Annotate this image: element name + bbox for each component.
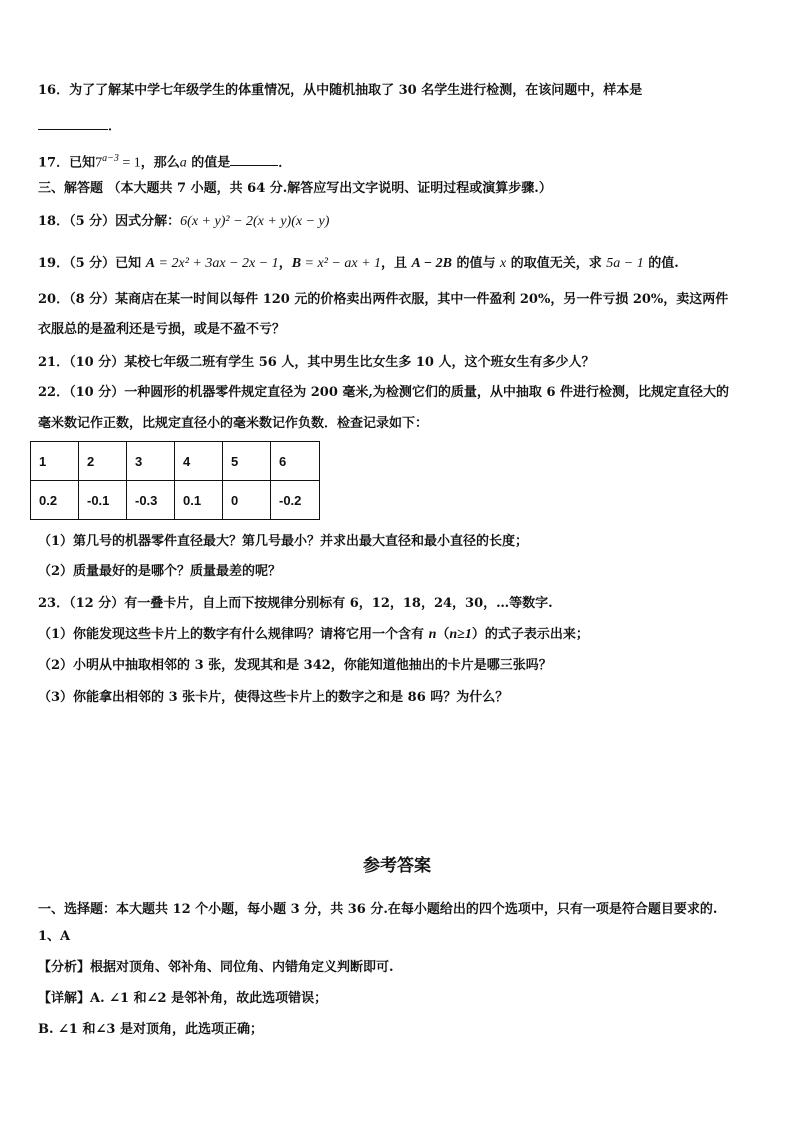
math-target: 5a − 1	[606, 256, 644, 271]
math-exponent: a−3	[102, 153, 119, 164]
separator: ，	[278, 256, 292, 271]
question-19-mid2: 的值与	[451, 256, 500, 271]
question-23-sub-2: （2）小明从中抽取相邻的 3 张，发现其和是 342，你能知道他抽出的卡片是哪三张吗？	[38, 658, 552, 673]
table-cell: 2	[79, 442, 127, 481]
table-row	[31, 442, 320, 481]
question-22-line-2: 毫米数记作正数，比规定直径小的毫米数记作负数．检查记录如下：	[38, 416, 429, 431]
math-A: A	[145, 256, 156, 271]
table-cell: 5	[223, 442, 271, 481]
inspection-table	[30, 441, 320, 520]
answers-section-1: 一、选择题：本大题共 12 个小题，每小题 3 分，共 36 分.在每小题给出的四个选项中，只有一项是符合题目要求的.	[38, 902, 718, 917]
question-22-line-1: 22．（10 分）一种圆形的机器零件规定直径为 200 毫米,为检测它们的质量，从中抽取 6 件进行检测，比规定直径大的	[38, 385, 730, 400]
math-var-a: a	[179, 155, 187, 171]
math-B: B	[291, 256, 302, 271]
question-20-line-1: 20．（8 分）某商店在某一时间以每件 120 元的价格卖出两件衣服，其中一件盈利 20%，另一件亏损 20%，卖这两件	[38, 292, 729, 307]
math-expression: 6(x + y)² − 2(x + y)(x − y)	[180, 214, 330, 229]
question-20-line-2: 衣服总的是盈利还是亏损，或是不盈不亏？	[38, 322, 286, 337]
answer-blank	[38, 116, 108, 130]
question-19-mid: ，且	[381, 256, 412, 271]
question-17	[38, 150, 291, 172]
question-16-text: 16．为了了解某中学七年级学生的体重情况，从中随机抽取了 30 名学生进行检测，在该问题中，样本是	[38, 83, 643, 98]
math-eq-A: = 2x² + 3ax − 2x − 1	[155, 256, 279, 271]
table-cell: -0.1	[79, 481, 127, 520]
question-17-end: ．	[278, 155, 292, 171]
math-eq-B: = x² − ax + 1	[301, 256, 382, 271]
table-cell: 6	[271, 442, 320, 481]
math-equals: = 1	[118, 155, 141, 171]
answer-1: 1、A	[38, 929, 71, 944]
question-18-text: 18．（5 分）因式分解：	[38, 214, 181, 229]
math-x: x	[500, 256, 507, 271]
table-cell: 0	[223, 481, 271, 520]
table-cell: 3	[127, 442, 175, 481]
question-23-sub-1-prefix: （1）你能发现这些卡片上的数字有什么规律吗？请将它用一个含有	[38, 627, 429, 642]
question-19	[38, 255, 679, 273]
question-22-sub-2: （2）质量最好的是哪个？质量最差的呢？	[38, 564, 282, 579]
paren-open: （	[436, 627, 450, 642]
math-a-minus-2b: A − 2B	[411, 256, 452, 271]
question-17-suffix: 的值是	[186, 155, 231, 171]
table-row	[31, 481, 320, 520]
question-17-prefix: 17．已知	[38, 155, 96, 171]
section-3-heading: 三、解答题 （本大题共 7 小题，共 64 分.解答应写出文字说明、证明过程或演算步骤.）	[38, 181, 552, 196]
table-cell: 4	[175, 442, 223, 481]
question-19-end: 的值.	[643, 256, 679, 271]
answer-1-analysis: 【分析】根据对顶角、邻补角、同位角、内错角定义判断即可.	[38, 960, 394, 975]
question-21: 21．（10 分）某校七年级二班有学生 56 人，其中男生比女生多 10 人，这个班女生有多少人？	[38, 355, 595, 370]
question-23-line-1: 23．（12 分）有一叠卡片，自上而下按规律分别标有 6，12，18，24，30，…等数字.	[38, 596, 553, 611]
question-23-sub-1	[38, 626, 589, 644]
math-n: n	[428, 627, 437, 642]
table-cell: -0.2	[271, 481, 320, 520]
table-cell: 0.1	[175, 481, 223, 520]
question-23-sub-3: （3）你能拿出相邻的 3 张卡片，使得这些卡片上的数字之和是 86 吗？为什么？	[38, 690, 509, 705]
table-cell: -0.3	[127, 481, 175, 520]
answer-1-option-b: B. ∠1 和∠3 是对顶角，此选项正确；	[38, 1022, 263, 1037]
question-19-mid3: 的取值无关，求	[506, 256, 607, 271]
question-18	[38, 213, 329, 231]
answer-blank	[230, 152, 278, 166]
answers-title: 参考答案	[363, 856, 431, 876]
question-16-end: ．	[108, 119, 122, 134]
answer-1-detail: 【详解】A. ∠1 和∠2 是邻补角，故此选项错误；	[38, 991, 328, 1006]
question-19-prefix: 19．（5 分）已知	[38, 256, 146, 271]
math-condition: n≥1	[449, 627, 472, 642]
math-base: 7	[95, 155, 103, 171]
table-cell: 1	[31, 442, 79, 481]
table-cell: 0.2	[31, 481, 79, 520]
question-23-sub-1-suffix: ）的式子表示出来；	[471, 627, 589, 642]
question-22-sub-1: （1）第几号的机器零件直径最大？第几号最小？并求出最大直径和最小直径的长度；	[38, 534, 529, 549]
question-16-blank-line	[38, 116, 121, 136]
question-17-mid: ，那么	[140, 155, 180, 171]
